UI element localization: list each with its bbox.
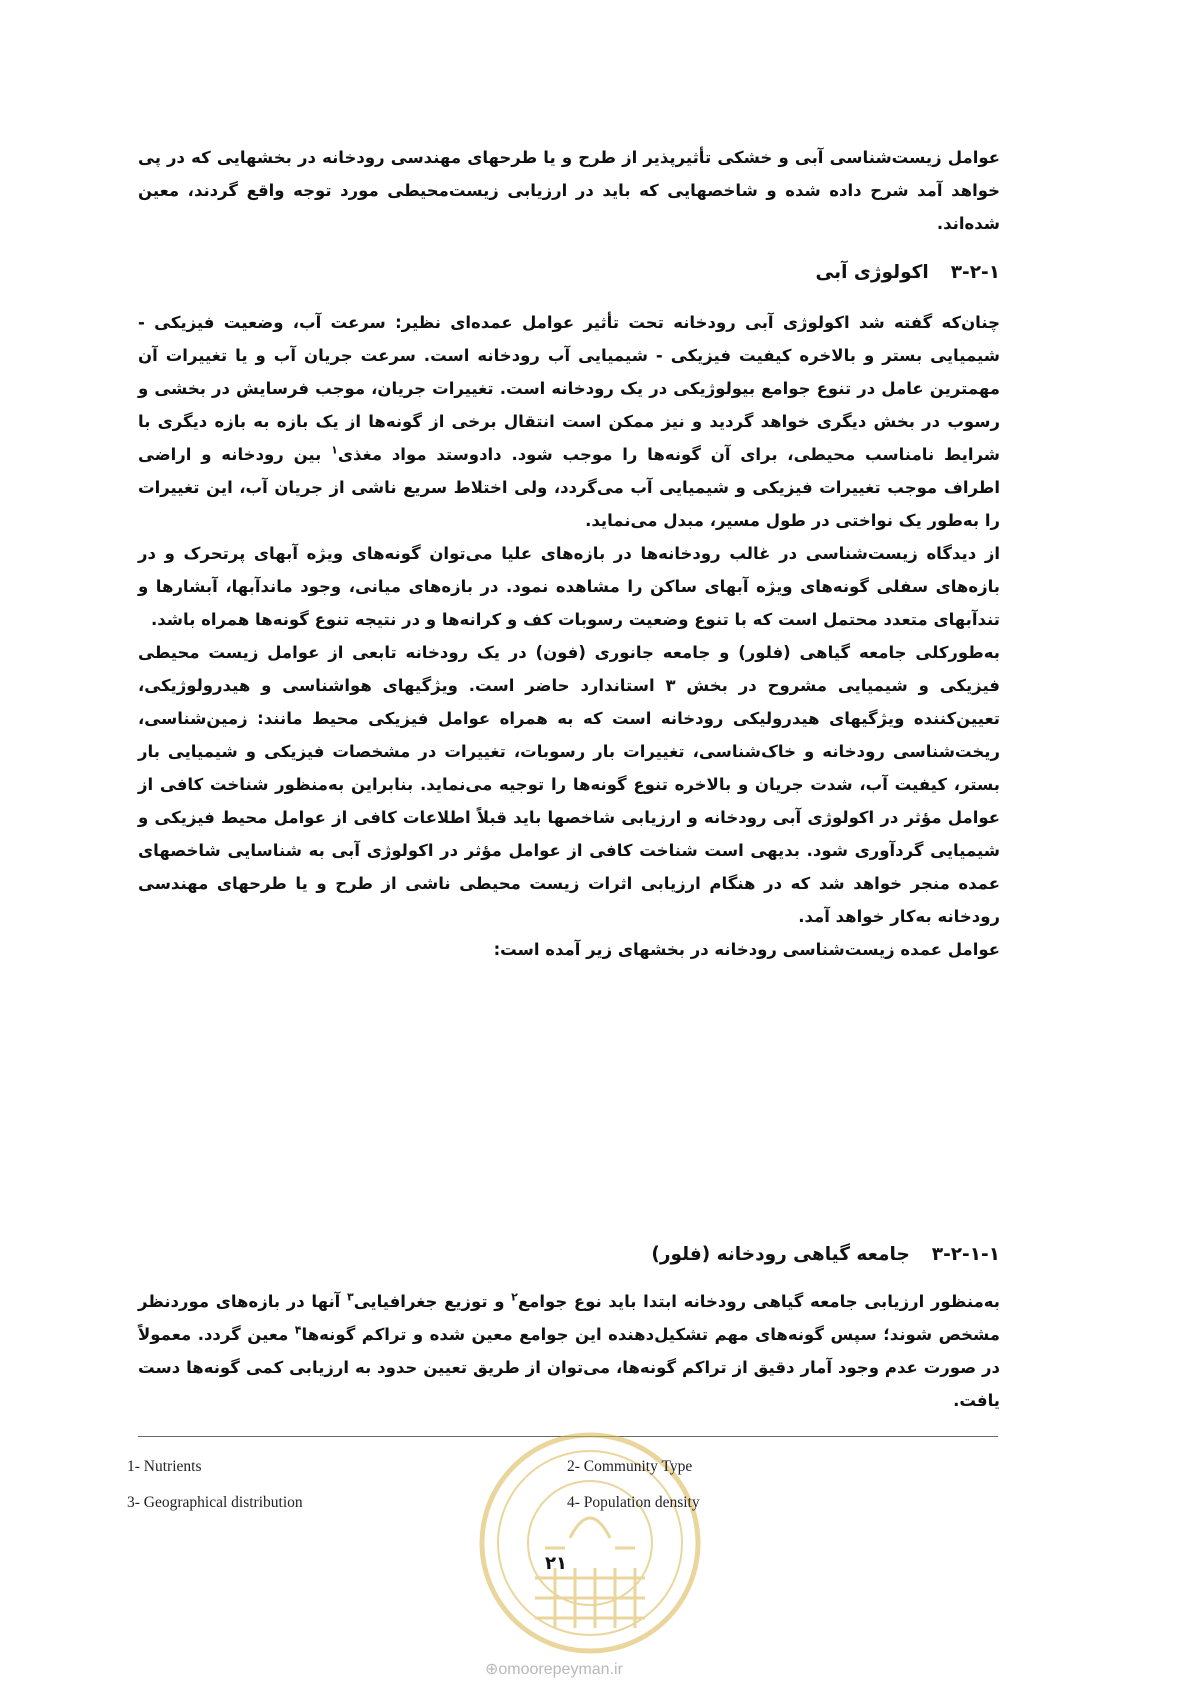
- globe-icon: ⊕: [485, 1661, 499, 1678]
- footnote-ref-1: ۱: [331, 443, 338, 457]
- intro-block: [138, 141, 1000, 240]
- section-heading-aquatic-ecology: [815, 262, 1000, 283]
- paragraph-1-text-b: بین رودخانه و اراضی اطراف موجب تغییرات فیزیکی و شیمیایی آب می‌گردد، ولی اختلاط سریع ناشی از جریان آب، این تغییرات را به‌طور یک نواختی در طول مسیر، مبدل می‌نماید.: [138, 445, 1000, 530]
- footnote-3: 3- Geographical distribution: [127, 1494, 303, 1511]
- section1-body: [138, 306, 1000, 966]
- footnote-2: 2- Community Type: [567, 1458, 693, 1475]
- subsection-title: جامعه گیاهی رودخانه (فلور): [651, 1244, 910, 1265]
- intro-paragraph: عوامل زیست‌شناسی آبی و خشکی تأثیرپذیر از طرح و یا طرحهای مهندسی رودخانه در بخشهایی که در پی خواهد آمد شرح داده شده و شاخصهایی که باید در ارزیابی زیست‌محیطی مورد توجه واقع گردند، معین شده‌اند.: [138, 148, 1000, 233]
- watermark-text: omoorepeyman.ir: [498, 1661, 623, 1678]
- flora-paragraph: [138, 1285, 1000, 1417]
- section-title: اکولوژی آبی: [815, 262, 929, 283]
- paragraph-1-text-a: چنان‌که گفته شد اکولوژی آبی رودخانه تحت تأثیر عوامل عمده‌ای نظیر: سرعت آب، وضعیت فیزیکی - شیمیایی بستر و بالاخره کیفیت فیزیکی - شیمیایی آب رودخانه است. سرعت جریان آب و یا تغییرات آن مهمترین عامل در تنوع جوامع بیولوژیکی در یک رودخانه است. تغییرات جریان، موجب فرسایش در بخشی و رسوب در بخش دیگری خواهد گردید و نیز ممکن است انتقال برخی از گونه‌ها از یک بازه به بازه دیگری با شرایط نامناسب محیطی، برای آن گونه‌ها را موجب شود. دادوستد مواد مغذی: [138, 313, 1000, 464]
- page-number: ۲۱: [545, 1553, 567, 1574]
- flora-text-4: معین گردد. معمولاً در صورت عدم وجود آمار دقیق از تراکم گونه‌ها، می‌توان از طریق تعیین حدود به ارزیابی کمی گونه‌ها دست یافت.: [138, 1325, 1000, 1410]
- footnote-ref-2: ۲: [511, 1290, 518, 1304]
- footnote-ref-4: ۴: [294, 1323, 302, 1337]
- section2-body: [138, 1285, 1000, 1417]
- section-heading-river-flora: [651, 1244, 1000, 1265]
- paragraph-2: از دیدگاه زیست‌شناسی در غالب رودخانه‌ها در بازه‌های علیا می‌توان گونه‌های ویژه آبهای پرتحرک و در بازه‌های سفلی گونه‌های ویژه آبهای ساکن را مشاهده نمود. در بازه‌های میانی، وجود ماندآبها، آبشارها و تندآبهای متعدد محتمل است که با تنوع وضعیت رسوبات کف و کرانه‌ها و در نتیجه تنوع گونه‌ها همراه باشد.: [138, 544, 1000, 629]
- paragraph-1: [138, 306, 1000, 537]
- footnote-ref-3: ۳: [346, 1290, 354, 1304]
- paragraph-3: به‌طورکلی جامعه گیاهی (فلور) و جامعه جانوری (فون) در یک رودخانه تابعی از عوامل زیست محیطی فیزیکی و شیمیایی مشروح در بخش ۳ استاندارد حاضر است. ویژگیهای هواشناسی و هیدرولوژیکی، تعیین‌کننده ویژگیهای هیدرولیکی رودخانه است که به همراه عوامل فیزیکی محیط مانند: زمین‌شناسی، ریخت‌شناسی رودخانه و خاک‌شناسی، تغییرات بار رسوبات، تغییرات در مشخصات فیزیکی و شیمیایی بار بستر، کیفیت آب، شدت جریان و بالاخره تنوع گونه‌ها را توجیه می‌نماید. بنابراین به‌منظور شناخت کافی از عوامل مؤثر در اکولوژی آبی رودخانه و ارزیابی شاخصها باید قبلاً اطلاعات کافی از عوامل محیط فیزیکی و شیمیایی گردآوری شود. بدیهی است شناخت کافی از عوامل مؤثر در اکولوژی آبی به شناسایی شاخصهای عمده منجر خواهد شد که در هنگام ارزیابی اثرات زیست محیطی ناشی از طرح و یا طرحهای مهندسی رودخانه به‌کار خواهد آمد.: [138, 643, 1000, 926]
- footnote-4: 4- Population density: [567, 1494, 700, 1511]
- section-number: ۳-۲-۱: [950, 262, 1000, 283]
- site-watermark: [485, 1659, 623, 1679]
- subsection-number: ۳-۲-۱-۱: [931, 1244, 1000, 1265]
- footnote-1: 1- Nutrients: [127, 1458, 202, 1475]
- flora-text-3: آنها در بازه‌های موردنظر مشخص شوند؛ سپس گونه‌های مهم تشکیل‌دهنده این جوامع معین شده و تراکم گونه‌ها: [138, 1292, 1000, 1344]
- flora-text-1: به‌منظور ارزیابی جامعه گیاهی رودخانه ابتدا باید نوع جوامع: [517, 1292, 1000, 1311]
- paragraph-4: عوامل عمده زیست‌شناسی رودخانه در بخشهای زیر آمده است:: [493, 940, 1000, 959]
- flora-text-2: و توزیع جغرافیایی: [353, 1292, 512, 1311]
